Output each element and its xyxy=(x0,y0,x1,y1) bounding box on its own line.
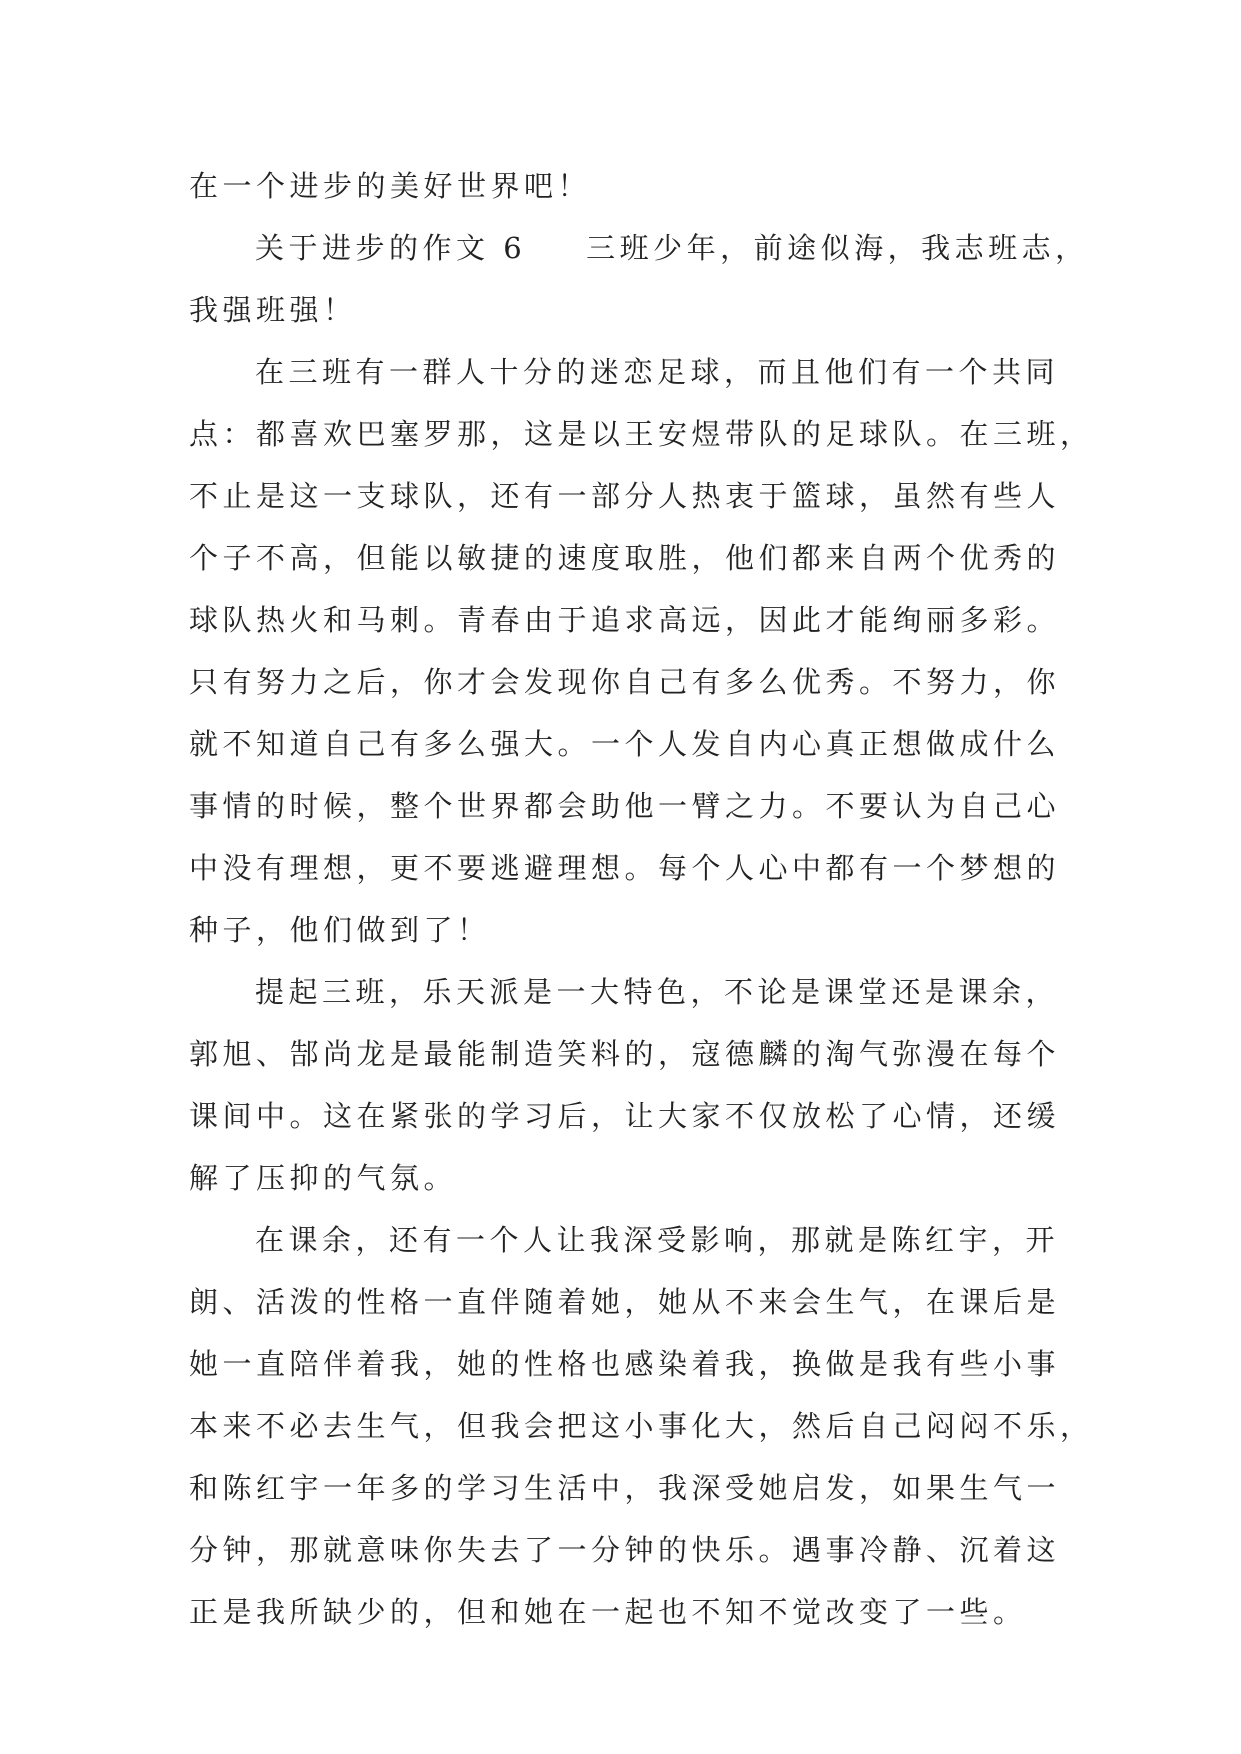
text-line: 朗、活泼的性格一直伴随着她，她从不来会生气，在课后是 xyxy=(189,1285,1061,1319)
text-line: 本来不必去生气，但我会把这小事化大，然后自己闷闷不乐， xyxy=(189,1409,1094,1443)
text-line: 我强班强！ xyxy=(189,293,357,327)
essay-heading: 关于进步的作文 6 xyxy=(255,231,527,265)
paragraph-start: 在三班有一群人十分的迷恋足球，而且他们有一个共同 xyxy=(255,355,1060,389)
text-line: 个子不高，但能以敏捷的速度取胜，他们都来自两个优秀的 xyxy=(189,541,1061,575)
text-line: 点：都喜欢巴塞罗那，这是以王安煜带队的足球队。在三班， xyxy=(189,417,1094,451)
text-line: 就不知道自己有多么强大。一个人发自内心真正想做成什么 xyxy=(189,727,1061,761)
text-line: 她一直陪伴着我，她的性格也感染着我，换做是我有些小事 xyxy=(189,1347,1061,1381)
text-line: 在一个进步的美好世界吧！ xyxy=(189,169,592,203)
text-line: 只有努力之后，你才会发现你自己有多么优秀。不努力，你 xyxy=(189,665,1061,699)
text-line: 郭旭、郜尚龙是最能制造笑料的，寇德麟的淘气弥漫在每个 xyxy=(189,1037,1061,1071)
text-line: 课间中。这在紧张的学习后，让大家不仅放松了心情，还缓 xyxy=(189,1099,1061,1133)
text-line: 球队热火和马刺。青春由于追求高远，因此才能绚丽多彩。 xyxy=(189,603,1061,637)
text-line: 正是我所缺少的，但和她在一起也不知不觉改变了一些。 xyxy=(189,1595,1027,1629)
document-body xyxy=(189,155,1094,1643)
text-line: 和陈红宇一年多的学习生活中，我深受她启发，如果生气一 xyxy=(189,1471,1061,1505)
text-line: 中没有理想，更不要逃避理想。每个人心中都有一个梦想的 xyxy=(189,851,1061,885)
text-line: 三班少年，前途似海，我志班志， xyxy=(586,231,1089,265)
text-line: 解了压抑的气氛。 xyxy=(189,1161,458,1195)
text-line: 事情的时候，整个世界都会助他一臂之力。不要认为自己心 xyxy=(189,789,1061,823)
text-line: 种子，他们做到了！ xyxy=(189,913,491,947)
paragraph-start: 提起三班，乐天派是一大特色，不论是课堂还是课余， xyxy=(255,975,1060,1009)
text-line: 不止是这一支球队，还有一部分人热衷于篮球，虽然有些人 xyxy=(189,479,1061,513)
text-line: 分钟，那就意味你失去了一分钟的快乐。遇事冷静、沉着这 xyxy=(189,1533,1061,1567)
paragraph-start: 在课余，还有一个人让我深受影响，那就是陈红宇，开 xyxy=(255,1223,1060,1257)
heading-line xyxy=(189,217,1089,279)
